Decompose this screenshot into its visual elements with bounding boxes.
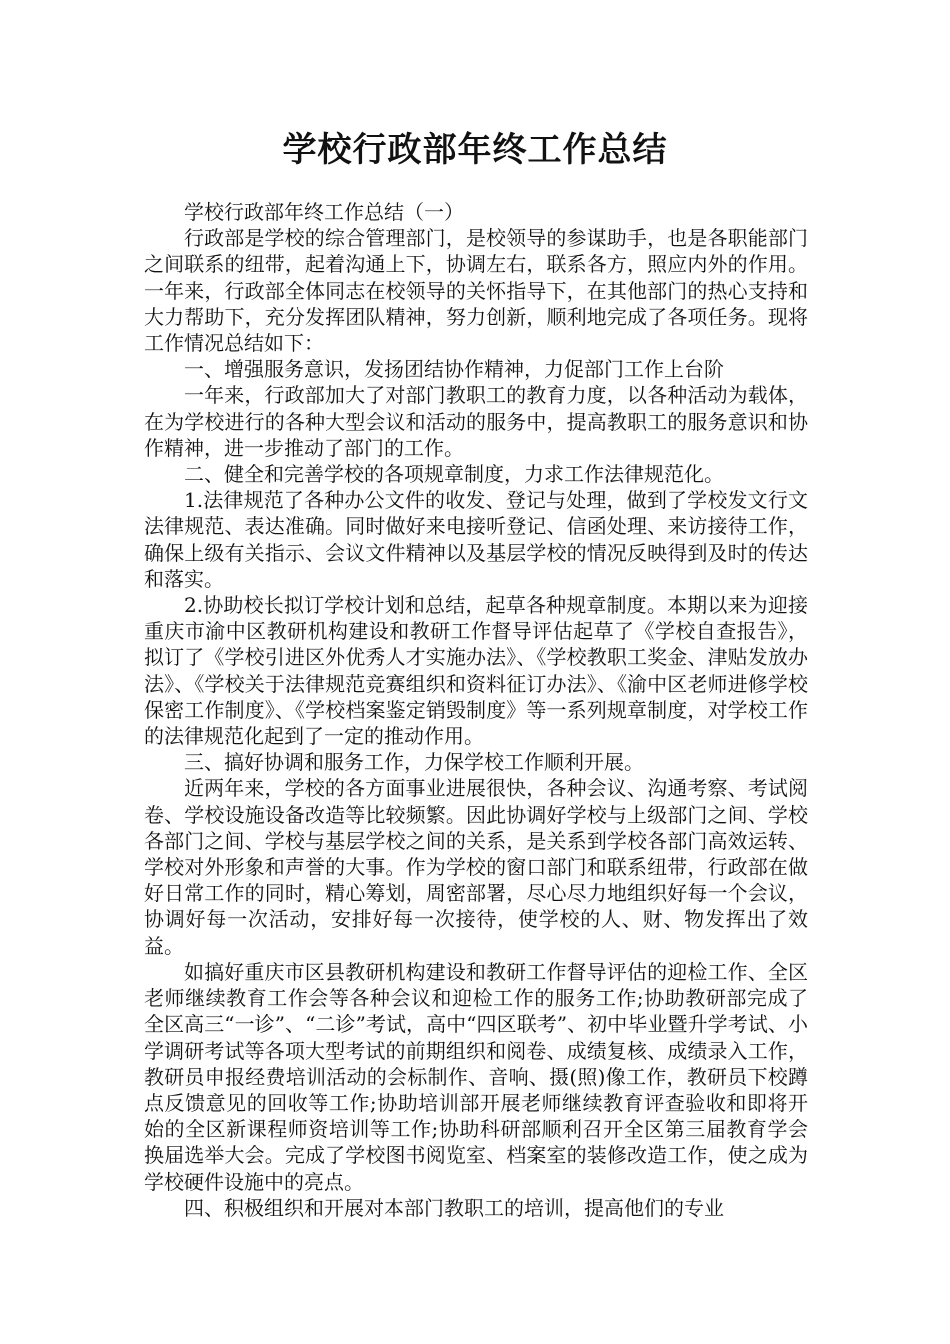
paragraph: 如搞好重庆市区县教研机构建设和教研工作督导评估的迎检工作、全区老师继续教育工作会等各种会议和迎检工作的服务工作;协助教研部完成了全区高三“一诊”、“二诊”考试，高中“四区联考”、初中毕业暨升学考试、小学调研考试等各项大型考试的前期组织和阅卷、成绩复核、成绩录入工作，教研员申报经费培训活动的会标制作、音响、摄(照)像工作，教研员下校蹲点反馈意见的回收等工作;协助培训部开展老师继续教育评查验收和即将开始的全区新课程师资培训等工作;协助科研部顺利召开全区第三届教育学会换届选举大会。完成了学校图书阅览室、档案室的装修改造工作，使之成为学校硬件设施中的亮点。	[144, 959, 808, 1194]
section-heading: 一、增强服务意识，发扬团结协作精神，力促部门工作上台阶	[184, 357, 724, 382]
paragraph: 2.协助校长拟订学校计划和总结，起草各种规章制度。本期以来为迎接重庆市渝中区教研机构建设和教研工作督导评估起草了《学校自查报告》，拟订了《学校引进区外优秀人才实施办法》、《学校教职工奖金、津贴发放办法》、《学校关于法律规范竞赛组织和资料征订办法》、《渝中区老师进修学校保密工作制度》、《学校档案鉴定销毁制度》等一系列规章制度，对学校工作的法律规范化起到了一定的推动作用。	[144, 593, 808, 749]
section-heading: 三、搞好协调和服务工作，力保学校工作顺利开展。	[184, 750, 644, 775]
paragraph: 1.法律规范了各种办公文件的收发、登记与处理，做到了学校发文行文法律规范、表达准确。同时做好来电接听登记、信函处理、来访接待工作，确保上级有关指示、会议文件精神以及基层学校的情况反映得到及时的传达和落实。	[144, 488, 808, 591]
paragraph: 行政部是学校的综合管理部门，是校领导的参谋助手，也是各职能部门之间联系的纽带，起着沟通上下，协调左右，联系各方，照应内外的作用。一年来，行政部全体同志在校领导的关怀指导下，在其他部门的热心支持和大力帮助下，充分发挥团队精神，努力创新，顺利地完成了各项任务。现将工作情况总结如下：	[144, 226, 808, 356]
paragraph: 一年来，行政部加大了对部门教职工的教育力度，以各种活动为载体，在为学校进行的各种大型会议和活动的服务中，提高教职工的服务意识和协作精神，进一步推动了部门的工作。	[144, 383, 808, 460]
paragraph: 四、积极组织和开展对本部门教职工的培训，提高他们的专业	[184, 1195, 724, 1220]
document-body	[144, 199, 808, 1221]
document-title: 学校行政部年终工作总结	[282, 130, 668, 170]
section-heading: 学校行政部年终工作总结（一）	[184, 200, 464, 224]
paragraph: 近两年来，学校的各方面事业进展很快，各种会议、沟通考察、考试阅卷、学校设施设备改造等比较频繁。因此协调好学校与上级部门之间、学校各部门之间、学校与基层学校之间的关系，是关系到学校各部门高效运转、学校对外形象和声誉的大事。作为学校的窗口部门和联系纽带，行政部在做好日常工作的同时，精心筹划，周密部署，尽心尽力地组织好每一个会议，协调好每一次活动，安排好每一次接待，使学校的人、财、物发挥出了效益。	[144, 776, 808, 958]
section-heading: 二、健全和完善学校的各项规章制度，力求工作法律规范化。	[184, 462, 724, 487]
